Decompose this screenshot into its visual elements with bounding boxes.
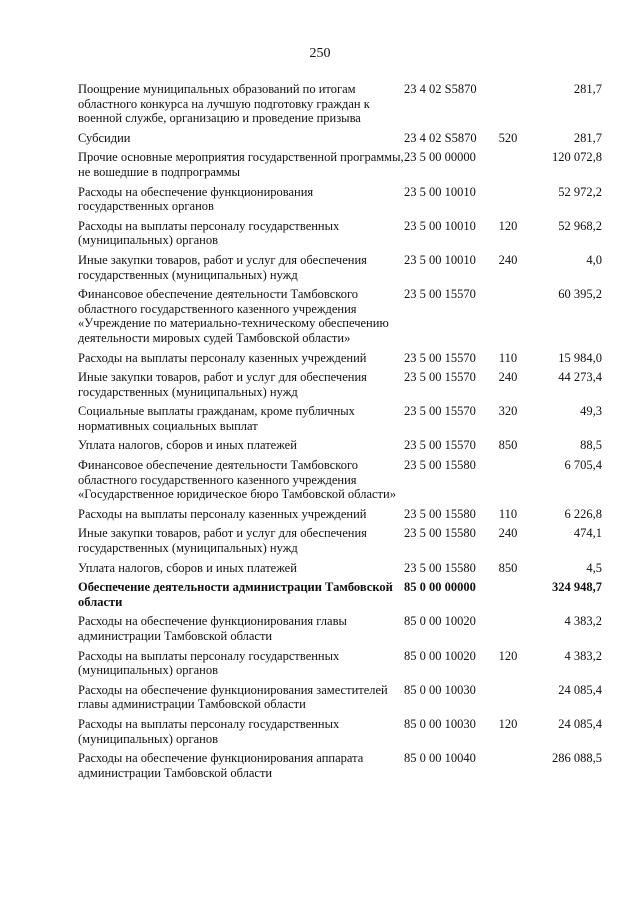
row-code: 23 5 00 15580 (404, 458, 476, 473)
row-amount: 44 273,4 (558, 370, 602, 385)
row-code: 23 5 00 10010 (404, 252, 476, 267)
row-amount: 120 072,8 (552, 150, 602, 165)
row-name: Иные закупки товаров, работ и услуг для обеспечения государственных (муниципальных) нужд (78, 526, 367, 556)
table-row (78, 370, 602, 404)
row-expense-type (492, 458, 524, 507)
row-name: Расходы на выплаты персоналу казенных учреждений (78, 506, 367, 521)
row-amount: 24 085,4 (558, 682, 602, 697)
row-code: 23 5 00 15570 (404, 350, 476, 365)
row-expense-type (492, 185, 524, 219)
row-code: 85 0 00 10040 (404, 751, 476, 766)
table-row (78, 507, 602, 527)
row-amount: 52 972,2 (558, 184, 602, 199)
row-amount: 4 383,2 (564, 648, 602, 663)
row-name: Расходы на обеспечение функционирования аппарата администрации Тамбовской области (78, 751, 364, 780)
row-name: Расходы на обеспечение функционирования заместителей главы администрации Тамбовской области (78, 682, 388, 712)
table-row (78, 287, 602, 350)
row-amount: 4,0 (586, 252, 602, 267)
budget-table (78, 82, 602, 785)
row-expense-type: 520 (498, 130, 518, 145)
row-amount: 4,5 (586, 560, 602, 575)
row-name: Прочие основные мероприятия государственной программы, не вошедшие в подпрограммы (78, 150, 404, 179)
row-expense-type: 240 (498, 526, 518, 541)
row-name: Финансовое обеспечение деятельности Тамбовского областного государственного казенного учреждения «Государственное юридическое бюро Тамбовской области» (78, 458, 396, 502)
row-expense-type (492, 580, 524, 614)
row-expense-type: 320 (498, 404, 518, 419)
row-expense-type: 240 (498, 370, 518, 385)
row-amount: 4 383,2 (564, 614, 602, 629)
row-expense-type: 850 (498, 438, 518, 453)
row-amount: 24 085,4 (558, 716, 602, 731)
table-row (78, 683, 602, 717)
row-name: Субсидии (78, 130, 131, 145)
row-expense-type: 850 (498, 560, 518, 575)
table-row (78, 438, 602, 458)
row-expense-type: 120 (498, 716, 518, 731)
row-expense-type (492, 82, 524, 131)
row-code: 23 5 00 15580 (404, 506, 476, 521)
row-amount: 281,7 (573, 82, 602, 96)
row-name: Расходы на обеспечение функционирования главы администрации Тамбовской области (78, 614, 347, 643)
row-amount: 286 088,5 (552, 751, 602, 766)
row-name: Уплата налогов, сборов и иных платежей (78, 438, 297, 453)
row-name: Иные закупки товаров, работ и услуг для обеспечения государственных (муниципальных) нужд (78, 370, 367, 399)
row-code: 23 5 00 15570 (404, 438, 476, 453)
row-expense-type: 110 (498, 350, 518, 365)
row-code: 85 0 00 10030 (404, 682, 476, 697)
row-code: 23 5 00 15580 (404, 560, 476, 575)
row-code: 23 5 00 10010 (404, 184, 476, 199)
row-amount: 6 226,8 (564, 506, 602, 521)
row-amount: 88,5 (580, 438, 602, 453)
row-name: Расходы на выплаты персоналу государственных (муниципальных) органов (78, 716, 340, 746)
row-expense-type (492, 751, 524, 785)
row-code: 85 0 00 10020 (404, 614, 476, 629)
row-code: 85 0 00 00000 (404, 580, 476, 595)
row-code: 85 0 00 10030 (404, 716, 476, 731)
row-code: 23 5 00 15570 (404, 404, 476, 419)
row-code: 85 0 00 10020 (404, 648, 476, 663)
table-row (78, 614, 602, 648)
row-amount: 281,7 (573, 130, 602, 145)
row-name: Обеспечение деятельности администрации Тамбовской области (78, 580, 393, 609)
row-amount: 474,1 (573, 526, 602, 541)
table-row (78, 526, 602, 560)
table-row (78, 751, 602, 785)
row-code: 23 5 00 15570 (404, 370, 476, 385)
row-code: 23 4 02 S5870 (404, 82, 477, 96)
row-amount: 60 395,2 (558, 287, 602, 302)
row-code: 23 5 00 15570 (404, 287, 476, 302)
row-name: Расходы на выплаты персоналу казенных учреждений (78, 350, 367, 365)
row-code: 23 5 00 10010 (404, 218, 476, 233)
row-expense-type: 240 (498, 252, 518, 267)
row-expense-type (492, 614, 524, 648)
row-name: Иные закупки товаров, работ и услуг для обеспечения государственных (муниципальных) нужд (78, 252, 367, 282)
row-expense-type: 120 (498, 648, 518, 663)
table-row (78, 351, 602, 371)
row-code: 23 5 00 15580 (404, 526, 476, 541)
row-amount: 49,3 (580, 404, 602, 419)
row-amount: 52 968,2 (558, 218, 602, 233)
table-row (78, 580, 602, 614)
page-number: 250 (309, 46, 331, 61)
table-row (78, 185, 602, 219)
row-amount: 324 948,7 (552, 580, 602, 595)
table-row (78, 219, 602, 253)
table-row (78, 253, 602, 287)
row-expense-type (492, 150, 524, 184)
row-name: Расходы на выплаты персоналу государственных (муниципальных) органов (78, 648, 340, 678)
row-expense-type: 120 (498, 218, 518, 233)
row-name: Расходы на обеспечение функционирования государственных органов (78, 184, 314, 214)
row-name: Расходы на выплаты персоналу государственных (муниципальных) органов (78, 218, 340, 248)
table-row (78, 717, 602, 751)
budget-table-body (78, 82, 602, 785)
row-name: Финансовое обеспечение деятельности Тамбовского областного государственного казенного учреждения «Учреждение по материально-техническому обеспечению деятельности мировых судей Тамбовской области» (78, 287, 389, 345)
table-row (78, 649, 602, 683)
row-expense-type (492, 683, 524, 717)
table-row (78, 82, 602, 131)
row-amount: 15 984,0 (558, 350, 602, 365)
row-name: Уплата налогов, сборов и иных платежей (78, 560, 297, 575)
row-name: Поощрение муниципальных образований по итогам областного конкурса на лучшую подготовку граждан к военной службе, организацию и проведение призыва (78, 82, 370, 126)
row-code: 23 5 00 00000 (404, 150, 476, 165)
row-expense-type (492, 287, 524, 350)
table-row (78, 150, 602, 184)
table-row (78, 458, 602, 507)
row-amount: 6 705,4 (564, 458, 602, 473)
row-name: Социальные выплаты гражданам, кроме публичных нормативных социальных выплат (78, 404, 355, 433)
table-row (78, 561, 602, 581)
table-row (78, 131, 602, 151)
table-row (78, 404, 602, 438)
row-code: 23 4 02 S5870 (404, 130, 477, 145)
row-expense-type: 110 (498, 506, 518, 521)
